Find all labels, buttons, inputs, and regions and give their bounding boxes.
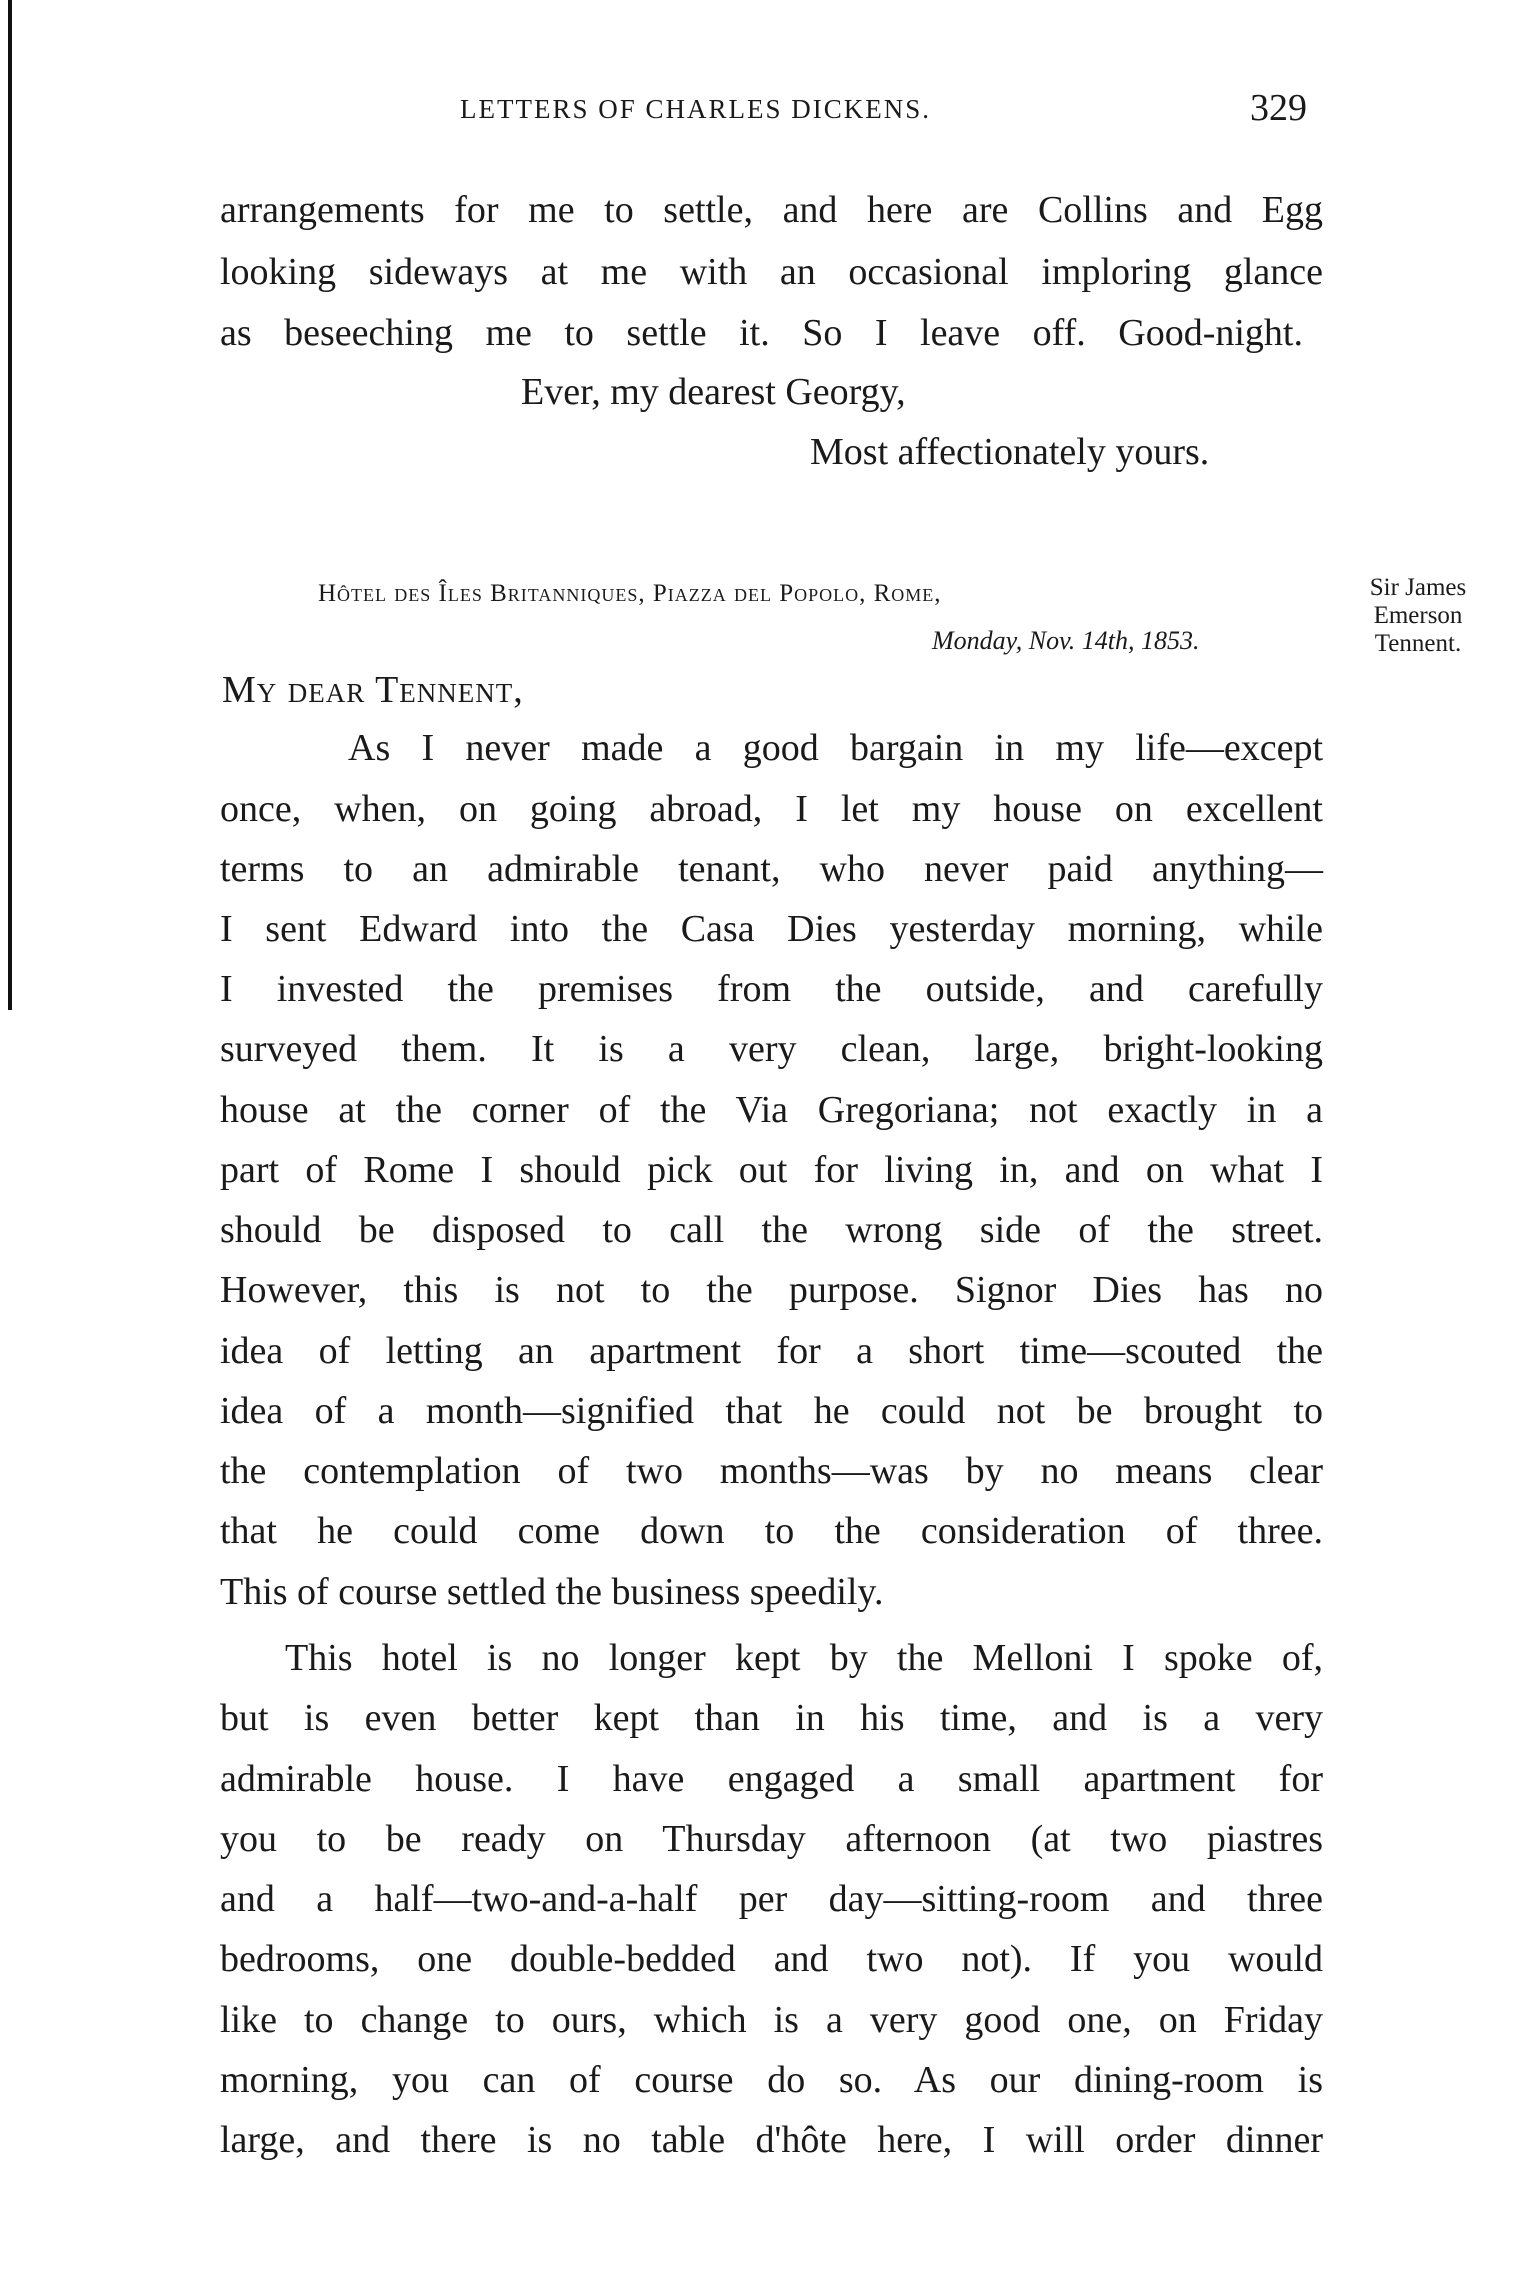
paragraph-line: admirable house. I have engaged a small apartment for [220, 1758, 1323, 1800]
paragraph-line: I sent Edward into the Casa Dies yesterday morning, while [220, 908, 1323, 950]
margin-note-recipient [1338, 574, 1498, 658]
letter-date: Monday, Nov. 14th, 1853. [932, 626, 1200, 655]
paragraph-line: house at the corner of the Via Gregoriana; not exactly in a [220, 1089, 1323, 1131]
paragraph-line: surveyed them. It is a very clean, large, bright-looking [220, 1028, 1323, 1070]
margin-note-line: Emerson [1373, 602, 1463, 629]
letter-salutation: My dear Tennent, [222, 669, 524, 711]
paragraph-line: However, this is not to the purpose. Signor Dies has no [220, 1269, 1323, 1311]
paragraph-line: terms to an admirable tenant, who never paid anything— [220, 848, 1323, 890]
paragraph-line: you to be ready on Thursday afternoon (at two piastres [220, 1818, 1323, 1860]
paragraph-line: once, when, on going abroad, I let my house on excellent [220, 788, 1323, 830]
margin-note-line: Sir James [1369, 574, 1467, 601]
letter-signature: Most affectionately yours. [810, 431, 1210, 473]
paragraph-line: large, and there is no table d'hôte here, I will order dinner [220, 2119, 1323, 2161]
paragraph-line: idea of letting an apartment for a short time—scouted the [220, 1330, 1323, 1372]
page-binding-edge [8, 0, 12, 1010]
paragraph-line: but is even better kept than in his time, and is a very [220, 1697, 1323, 1739]
paragraph-line: I invested the premises from the outside, and carefully [220, 968, 1323, 1010]
paragraph-line: should be disposed to call the wrong side of the street. [220, 1209, 1323, 1251]
page-number: 329 [1250, 87, 1307, 129]
paragraph-line: the contemplation of two months—was by no means clear [220, 1450, 1323, 1492]
letter-address: Hôtel des Îles Britanniques, Piazza del Popolo, Rome, [318, 580, 942, 607]
page-header [220, 86, 1320, 129]
paragraph-line: like to change to ours, which is a very good one, on Friday [220, 1999, 1323, 2041]
paragraph-line: idea of a month—signified that he could not be brought to [220, 1390, 1323, 1432]
paragraph-line: bedrooms, one double-bedded and two not). If you would [220, 1938, 1323, 1980]
text-line: as beseeching me to settle it. So I leave off. Good-night. [220, 312, 1303, 354]
paragraph-line: that he could come down to the consideration of three. [220, 1510, 1323, 1552]
paragraph-line: This hotel is no longer kept by the Melloni I spoke of, [285, 1637, 1323, 1679]
paragraph-line: part of Rome I should pick out for living in, and on what I [220, 1149, 1323, 1191]
running-title: LETTERS OF CHARLES DICKENS. [460, 94, 932, 124]
text-line: looking sideways at me with an occasional imploring glance [220, 251, 1323, 293]
margin-note-line: Tennent. [1374, 630, 1462, 657]
letter-closing: Ever, my dearest Georgy, [521, 371, 906, 413]
paragraph-line: This of course settled the business speedily. [220, 1571, 884, 1613]
text-line: arrangements for me to settle, and here are Collins and Egg [220, 189, 1323, 231]
paragraph-line: and a half—two-and-a-half per day—sitting-room and three [220, 1878, 1323, 1920]
paragraph-line: morning, you can of course do so. As our dining-room is [220, 2059, 1323, 2101]
paragraph-line: As I never made a good bargain in my life—except [348, 727, 1323, 769]
